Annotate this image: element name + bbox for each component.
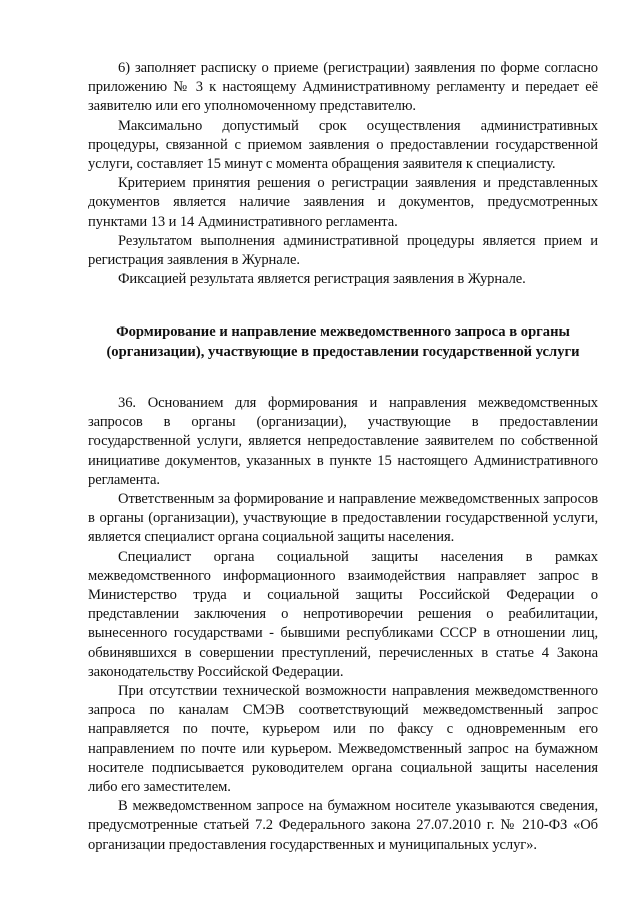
section-reception: [88, 59, 598, 289]
paragraph-paper-request: В межведомственном запросе на бумажном носителе указываются сведения, предусмотренные статьей 7.2 Федерального закона 27.07.2010 г. № 210-ФЗ «Об организации предоставления государственных и муниципальных услуг».: [88, 798, 598, 853]
paragraph-fixation: Фиксацией результата является регистрация заявления в Журнале.: [118, 271, 526, 288]
heading-line-2: (организации), участвующие в предоставлении государственной услуги: [106, 343, 580, 360]
paragraph-max-time: Максимально допустимый срок осуществления административных процедуры, связанной с приемом заявления о предоставлении государственной услуги, составляет 15 минут с момента обращения заявителя к специалисту.: [88, 117, 598, 173]
paragraph-specialist: Специалист органа социальной защиты населения в рамках межведомственного информационного взаимодействия направляет запрос в Министерство труда и социальной защиты Российской Федерации о представлении заключения о непротиворечии решения о реабилитации, вынесенного государствами - бывшими республиками СССР в отношении лиц, обвинявшихся в совершении преступлений, перечисленных в статье 4 Закона законодательству Российской Федерации.: [88, 548, 598, 680]
paragraph-responsible: Ответственным за формирование и направление межведомственных запросов в органы (организации), участвующие в предоставлении государственной услуги, является специалист органа социальной защиты населения.: [88, 491, 598, 546]
paragraph-receipt: 6) заполняет расписку о приеме (регистрации) заявления по форме согласно приложению № 3 к настоящему Административному регламенту и передает её заявителю или его уполномоченному представителю.: [88, 60, 598, 115]
paragraph-36-basis: 36. Основанием для формирования и направления межведомственных запросов в органы (организации), участвующие в предоставлении государственной услуги, является непредоставление заявителем по собственной инициативе документов, указанных в пункте 15 настоящего Административного регламента.: [88, 395, 598, 488]
paragraph-result: Результатом выполнения административной процедуры является прием и регистрация заявления в Журнале.: [88, 232, 598, 269]
paragraph-criterion: Критерием принятия решения о регистрации заявления и представленных документов является наличие заявления и документов, предусмотренных пунктами 13 и 14 Административного регламента.: [88, 175, 598, 230]
heading-line-1: Формирование и направление межведомственного запроса в органы: [116, 324, 570, 340]
section-heading: [88, 323, 598, 362]
paragraph-no-smev: При отсутствии технической возможности направления межведомственного запроса по каналам СМЭВ соответствующий межведомственный запрос направляется по почте, курьером или по факсу с одновременным его направлением по почте или курьером. Межведомственный запрос на бумажном носителе подписывается руководителем органа социальной защиты населения либо его заместителем.: [88, 683, 598, 796]
section-interagency-request: [88, 394, 598, 855]
